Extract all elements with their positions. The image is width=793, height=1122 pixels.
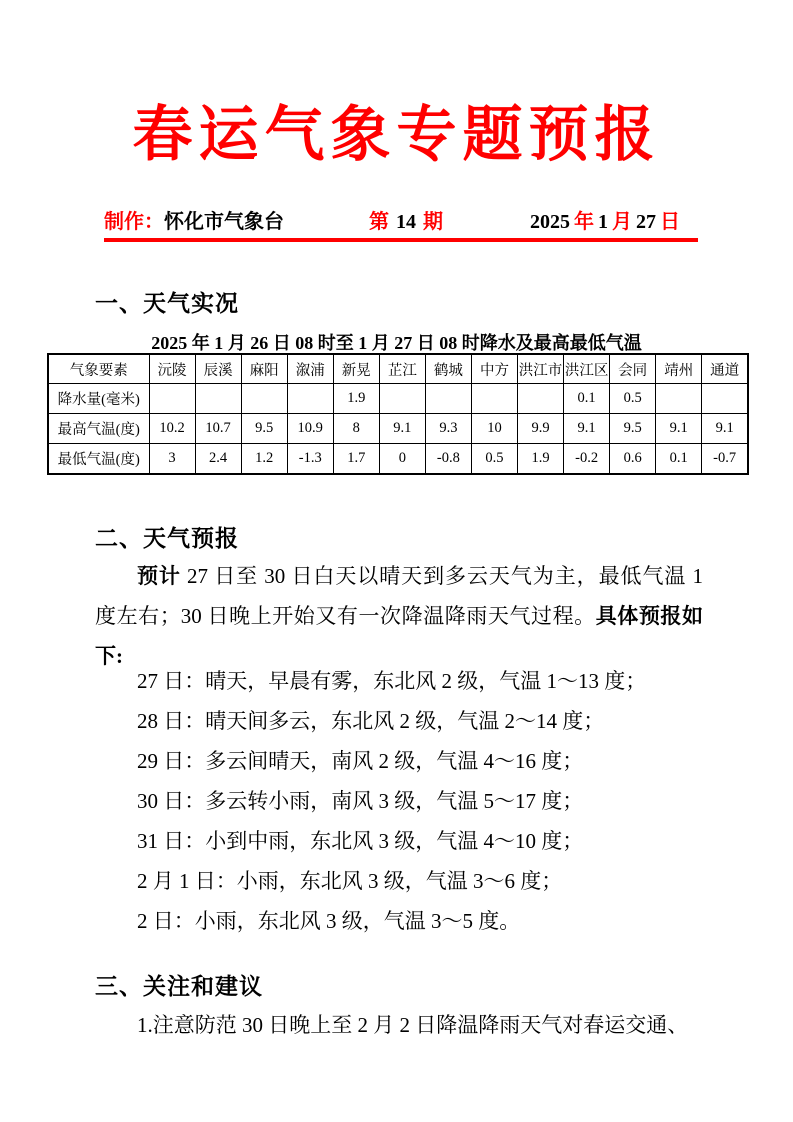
date-year-unit: 年 bbox=[574, 211, 594, 233]
table-header-cell: 中方 bbox=[471, 354, 517, 384]
value-cell: 8 bbox=[333, 414, 379, 444]
value-cell: 10.9 bbox=[287, 414, 333, 444]
masthead-rule bbox=[104, 238, 698, 242]
value-cell bbox=[287, 384, 333, 414]
value-cell bbox=[379, 384, 425, 414]
value-cell: 0 bbox=[379, 444, 425, 475]
row-label-cell: 最高气温(度) bbox=[48, 414, 149, 444]
date-month: 1 bbox=[598, 211, 608, 233]
value-cell bbox=[702, 384, 748, 414]
value-cell: 9.1 bbox=[656, 414, 702, 444]
value-cell: 9.1 bbox=[564, 414, 610, 444]
value-cell bbox=[471, 384, 517, 414]
forecast-list bbox=[95, 661, 735, 941]
value-cell: 1.7 bbox=[333, 444, 379, 475]
issue-number: 14 bbox=[396, 211, 416, 233]
value-cell: 0.5 bbox=[471, 444, 517, 475]
maker-field bbox=[104, 205, 284, 234]
section1-heading: 一、天气实况 bbox=[95, 290, 239, 316]
value-cell bbox=[425, 384, 471, 414]
section3-heading: 三、关注和建议 bbox=[95, 973, 263, 999]
forecast-item: 28 日：晴天间多云，东北风 2 级，气温 2～14 度； bbox=[137, 709, 605, 733]
table-header-cell: 洪江市 bbox=[518, 354, 564, 384]
maker-value: 怀化市气象台 bbox=[164, 211, 284, 233]
date-day-unit: 日 bbox=[660, 211, 680, 233]
forecast-item: 2 月 1 日：小雨，东北风 3 级，气温 3～6 度； bbox=[137, 869, 563, 893]
issue-suffix: 期 bbox=[423, 211, 443, 233]
date-day: 27 bbox=[636, 211, 656, 233]
value-cell: 9.9 bbox=[518, 414, 564, 444]
date-field bbox=[528, 205, 682, 234]
value-cell bbox=[241, 384, 287, 414]
value-cell: 0.1 bbox=[564, 384, 610, 414]
table-row bbox=[48, 414, 748, 444]
table-header-cell: 沅陵 bbox=[149, 354, 195, 384]
document-title: 春运气象专题预报 bbox=[132, 102, 661, 168]
table-header-row bbox=[48, 354, 748, 384]
value-cell bbox=[195, 384, 241, 414]
forecast-item: 27 日：晴天，早晨有雾，东北风 2 级，气温 1～13 度； bbox=[137, 669, 647, 693]
table-header-cell: 鹤城 bbox=[425, 354, 471, 384]
value-cell bbox=[518, 384, 564, 414]
value-cell: 9.1 bbox=[702, 414, 748, 444]
value-cell: 3 bbox=[149, 444, 195, 475]
value-cell: -0.2 bbox=[564, 444, 610, 475]
forecast-item: 29 日：多云间晴天，南风 2 级，气温 4～16 度； bbox=[137, 749, 584, 773]
value-cell: 10 bbox=[471, 414, 517, 444]
value-cell: 10.7 bbox=[195, 414, 241, 444]
value-cell: 9.1 bbox=[379, 414, 425, 444]
value-cell: 0.6 bbox=[610, 444, 656, 475]
value-cell: 1.2 bbox=[241, 444, 287, 475]
value-cell: -0.8 bbox=[425, 444, 471, 475]
value-cell: 1.9 bbox=[518, 444, 564, 475]
table-header-cell: 芷江 bbox=[379, 354, 425, 384]
table-header-cell: 辰溪 bbox=[195, 354, 241, 384]
value-cell bbox=[656, 384, 702, 414]
weather-table-title: 2025 年 1 月 26 日 08 时至 1 月 27 日 08 时降水及最高最低气温 bbox=[151, 333, 642, 353]
value-cell: 9.3 bbox=[425, 414, 471, 444]
table-row bbox=[48, 444, 748, 475]
table-header-cell: 新晃 bbox=[333, 354, 379, 384]
table-header-cell: 气象要素 bbox=[48, 354, 149, 384]
forecast-intro-text: 27 日至 30 日白天以晴天到多云天气为主，最低气温 1 度左右；30 日晚上开始又有一次降温降雨天气过程。 bbox=[95, 564, 704, 628]
table-header-cell: 通道 bbox=[702, 354, 748, 384]
row-label-cell: 最低气温(度) bbox=[48, 444, 149, 475]
value-cell: -0.7 bbox=[702, 444, 748, 475]
weather-table bbox=[47, 353, 749, 475]
advice-paragraph: 1.注意防范 30 日晚上至 2 月 2 日降温降雨天气对春运交通、 bbox=[137, 1013, 689, 1037]
value-cell: 0.1 bbox=[656, 444, 702, 475]
forecast-item: 30 日：多云转小雨，南风 3 级，气温 5～17 度； bbox=[137, 789, 584, 813]
value-cell: 2.4 bbox=[195, 444, 241, 475]
row-label-cell: 降水量(毫米) bbox=[48, 384, 149, 414]
value-cell: 9.5 bbox=[241, 414, 287, 444]
issue-prefix: 第 bbox=[369, 211, 389, 233]
table-row bbox=[48, 384, 748, 414]
value-cell: -1.3 bbox=[287, 444, 333, 475]
maker-label: 制作： bbox=[104, 211, 164, 233]
issue-field bbox=[369, 205, 443, 234]
forecast-intro-bold-lead: 预计 bbox=[137, 564, 181, 588]
masthead-info-row bbox=[104, 205, 682, 234]
date-year: 2025 bbox=[530, 211, 570, 233]
table-header-cell: 会同 bbox=[610, 354, 656, 384]
value-cell: 9.5 bbox=[610, 414, 656, 444]
forecast-item: 31 日：小到中雨，东北风 3 级，气温 4～10 度； bbox=[137, 829, 584, 853]
section2-heading: 二、天气预报 bbox=[95, 525, 239, 551]
forecast-item: 2 日：小雨，东北风 3 级，气温 3～5 度。 bbox=[137, 909, 521, 933]
table-header-cell: 溆浦 bbox=[287, 354, 333, 384]
date-month-unit: 月 bbox=[612, 211, 632, 233]
table-header-cell: 靖州 bbox=[656, 354, 702, 384]
value-cell bbox=[149, 384, 195, 414]
value-cell: 10.2 bbox=[149, 414, 195, 444]
value-cell: 0.5 bbox=[610, 384, 656, 414]
forecast-intro-paragraph bbox=[95, 556, 703, 676]
value-cell: 1.9 bbox=[333, 384, 379, 414]
table-header-cell: 麻阳 bbox=[241, 354, 287, 384]
table-header-cell: 洪江区 bbox=[564, 354, 610, 384]
forecast-intro-bold-tail: 具体预报如下: bbox=[95, 604, 704, 668]
